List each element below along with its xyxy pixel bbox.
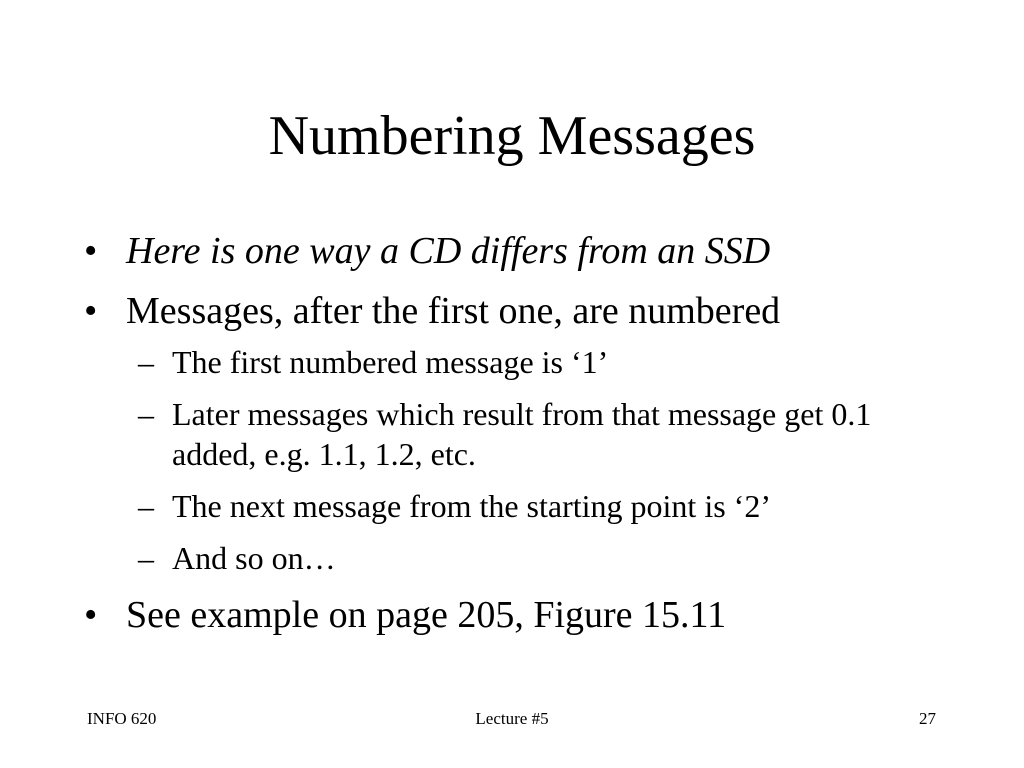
sub-bullet-item: [138, 394, 964, 474]
sub-bullet-text: The next message from the starting point is ‘2’: [172, 488, 771, 524]
sub-bullet-marker: –: [138, 540, 154, 576]
footer-lecture: Lecture #5: [475, 709, 549, 728]
bullet-item: [84, 288, 964, 334]
sub-bullet-marker: –: [138, 344, 154, 380]
bullet-marker: •: [84, 594, 98, 636]
sub-bullet-marker: –: [138, 396, 154, 432]
sub-bullet-item: [138, 342, 964, 382]
sub-bullet-text: The first numbered message is ‘1’: [172, 344, 609, 380]
sub-bullet-marker: –: [138, 488, 154, 524]
footer-page-number: 27: [919, 709, 936, 728]
bullet-item: [84, 228, 964, 274]
footer-course: INFO 620: [87, 709, 157, 728]
bullet-text: See example on page 205, Figure 15.11: [126, 594, 727, 636]
bullet-marker: •: [84, 290, 98, 332]
bullet-marker: •: [84, 230, 98, 272]
sub-bullet-text: And so on…: [172, 540, 336, 576]
sub-bullet-item: [138, 486, 964, 526]
sub-bullet-text: Later messages which result from that message get 0.1 added, e.g. 1.1, 1.2, etc.: [172, 396, 872, 472]
bullet-item: [84, 592, 964, 638]
sub-bullet-list: [138, 342, 964, 578]
slide-body: [84, 228, 964, 638]
bullet-text: Here is one way a CD differs from an SSD: [126, 230, 771, 272]
bullet-text: Messages, after the first one, are numbered: [126, 290, 781, 332]
sub-bullet-item: [138, 538, 964, 578]
slide-title: Numbering Messages: [268, 105, 756, 167]
